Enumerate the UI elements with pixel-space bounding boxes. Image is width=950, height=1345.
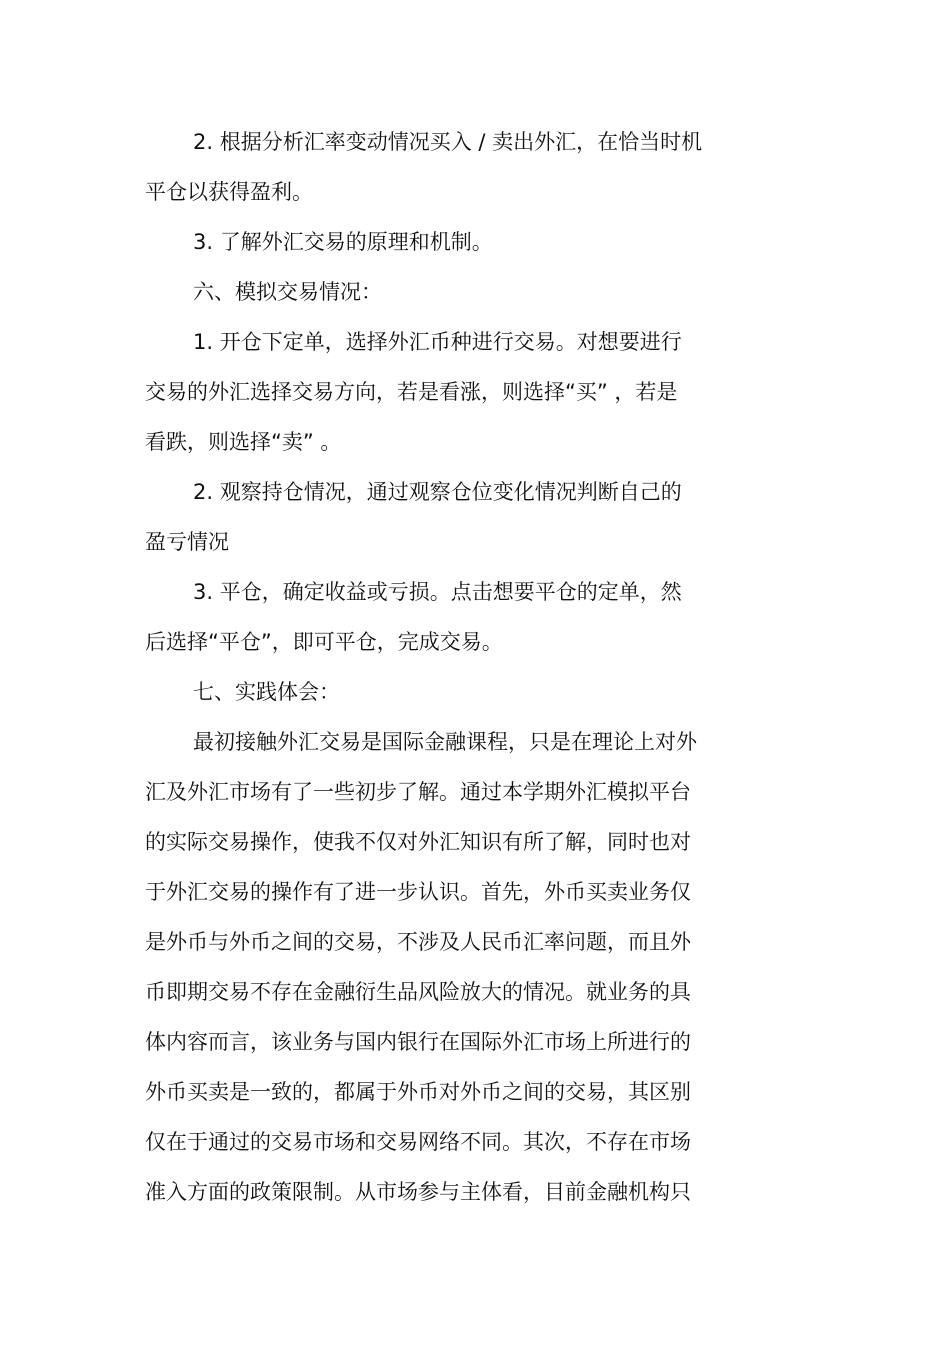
text-line: 体内容而言，该业务与国内银行在国际外汇市场上所进行的 — [145, 1030, 691, 1054]
text-line: 3. 了解外汇交易的原理和机制。 — [193, 230, 493, 254]
text-line: 于外汇交易的操作有了进一步认识。首先，外币买卖业务仅 — [145, 880, 691, 904]
text-line: 汇及外汇市场有了一些初步了解。通过本学期外汇模拟平台 — [145, 780, 691, 804]
text-line: 看跌，则选择“卖” 。 — [145, 430, 342, 454]
text-line: 2. 根据分析汇率变动情况买入 / 卖出外汇，在恰当时机 — [193, 130, 703, 154]
text-line: 盈亏情况 — [145, 530, 229, 554]
text-line: 准入方面的政策限制。从市场参与主体看，目前金融机构只 — [145, 1180, 691, 1204]
section-heading: 七、实践体会： — [193, 680, 340, 704]
text-line: 后选择“平仓”，即可平仓，完成交易。 — [145, 630, 503, 654]
text-line: 外币买卖是一致的，都属于外币对外币之间的交易，其区别 — [145, 1080, 691, 1104]
text-line: 最初接触外汇交易是国际金融课程，只是在理论上对外 — [193, 730, 697, 754]
text-line: 3. 平仓，确定收益或亏损。点击想要平仓的定单，然 — [193, 580, 682, 604]
text-line: 是外币与外币之间的交易，不涉及人民币汇率问题，而且外 — [145, 930, 691, 954]
text-line: 1. 开仓下定单，选择外汇币种进行交易。对想要进行 — [193, 330, 682, 354]
text-line: 平仓以获得盈利。 — [145, 180, 313, 204]
text-line: 币即期交易不存在金融衍生品风险放大的情况。就业务的具 — [145, 980, 691, 1004]
text-line: 交易的外汇选择交易方向，若是看涨，则选择“买” ，若是 — [145, 380, 678, 404]
text-line: 的实际交易操作，使我不仅对外汇知识有所了解，同时也对 — [145, 830, 691, 854]
section-heading: 六、模拟交易情况： — [193, 280, 382, 304]
text-line: 2. 观察持仓情况，通过观察仓位变化情况判断自己的 — [193, 480, 682, 504]
text-line: 仅在于通过的交易市场和交易网络不同。其次，不存在市场 — [145, 1130, 691, 1154]
